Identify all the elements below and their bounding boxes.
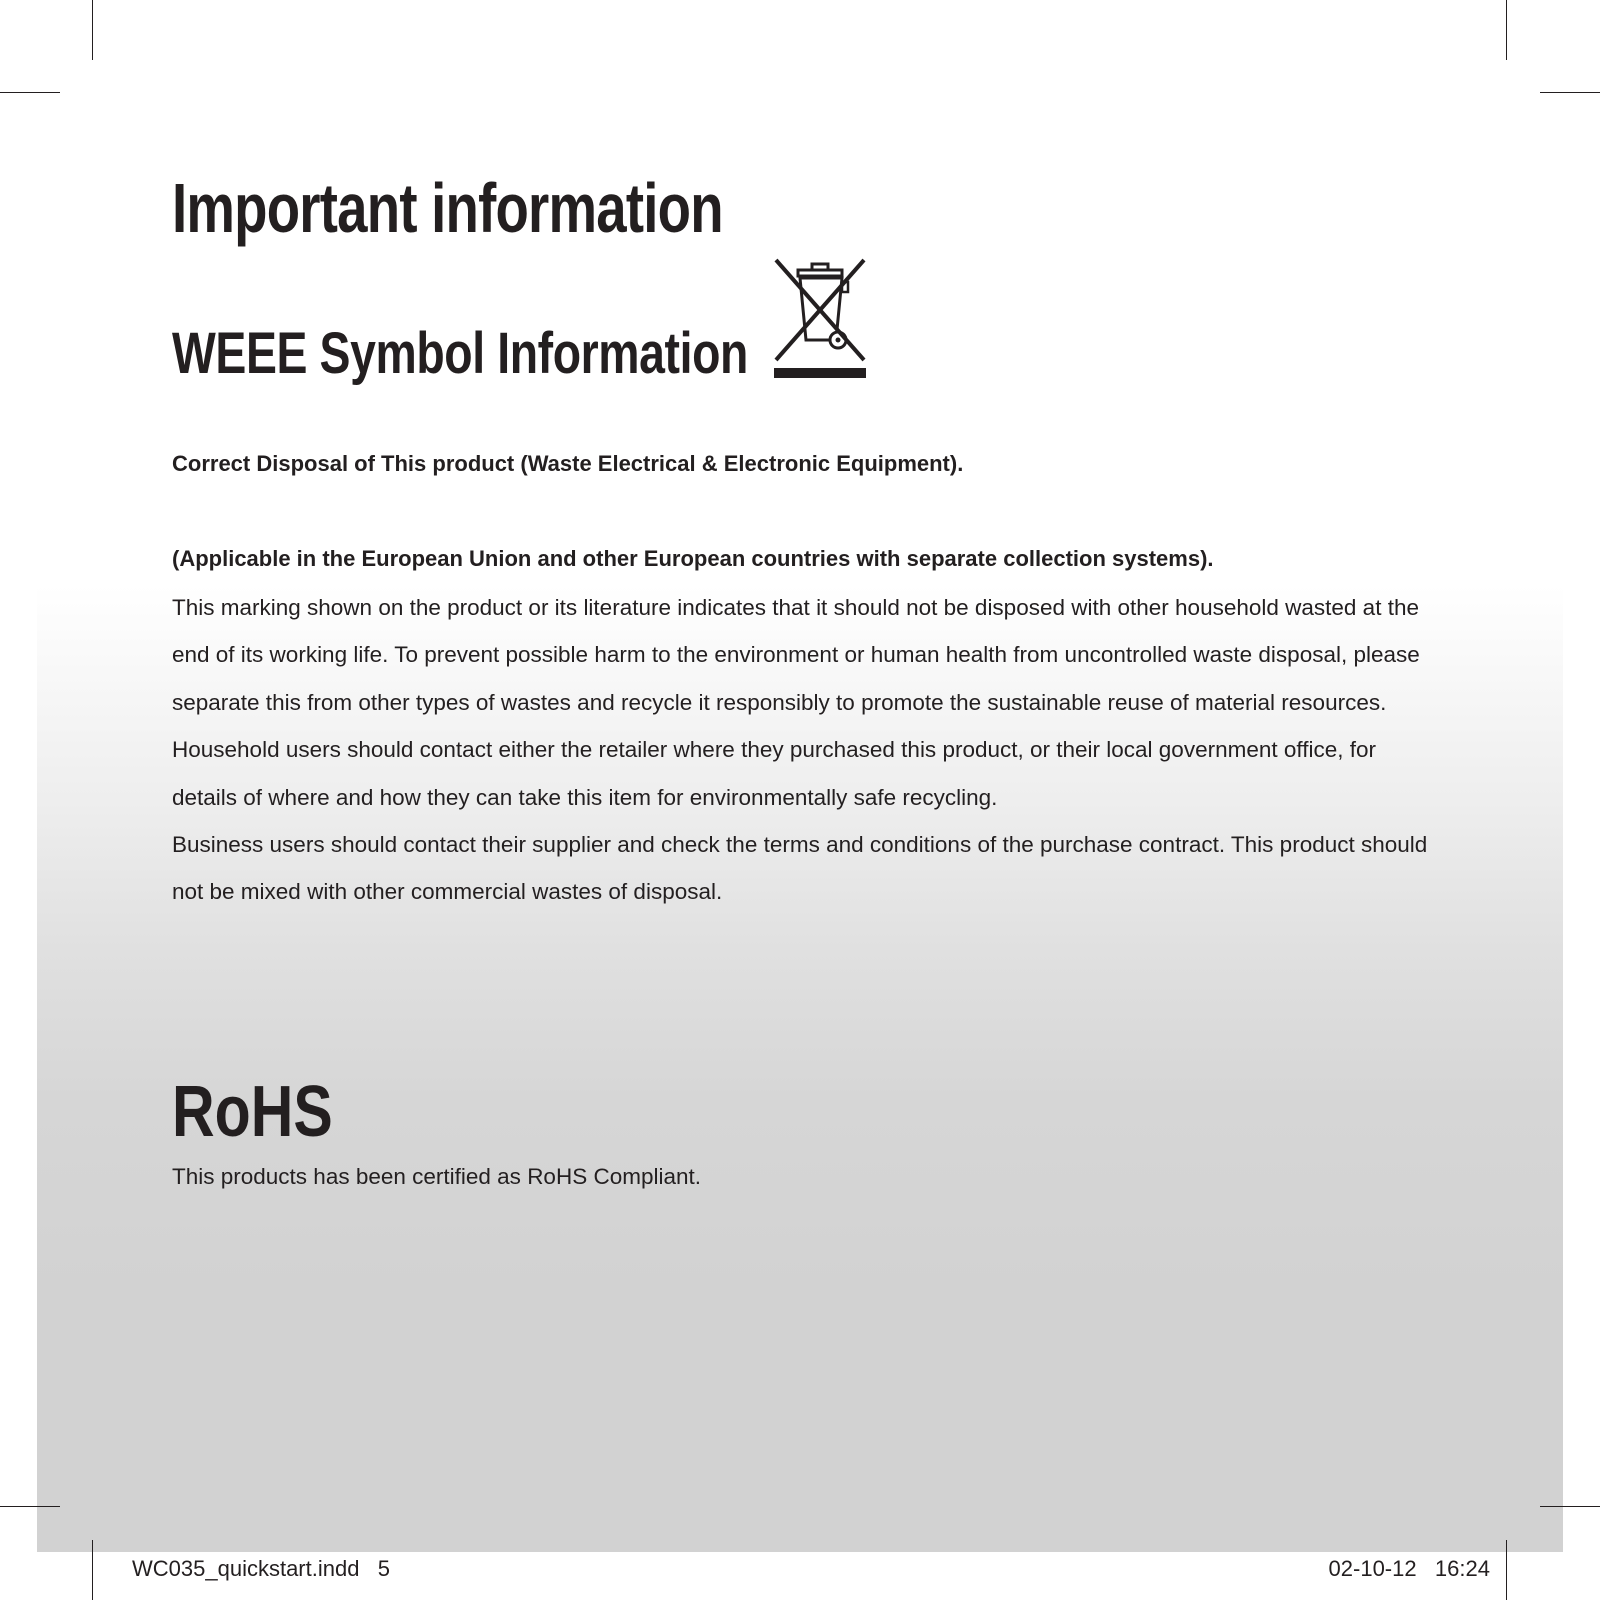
crop-mark	[92, 1540, 93, 1600]
crop-mark	[92, 0, 93, 60]
crop-mark	[1540, 1506, 1600, 1507]
crop-mark	[0, 92, 60, 93]
weee-heading: WEEE Symbol Information	[172, 321, 748, 386]
paragraph: Household users should contact either the retailer where they purchased this product, or their local government office, for details of where and how they can take this item for environmentally safe recycling.	[172, 737, 1376, 810]
footer-datetime: 02-10-12 16:24	[1328, 1556, 1490, 1581]
paragraph: This marking shown on the product or its literature indicates that it should not be disposed with other household wasted at the end of its working life. To prevent possible harm to the environment or human health from uncontrolled waste disposal, please separate this from other types of wastes and recycle it responsibly to promote the sustainable reuse of material resources.	[172, 595, 1420, 715]
crop-mark	[1540, 92, 1600, 93]
rohs-text: This products has been certified as RoHS Compliant.	[172, 1164, 702, 1189]
footer-filename: WC035_quickstart.indd 5	[132, 1556, 391, 1581]
applicable-heading: (Applicable in the European Union and other European countries with separate collection systems).	[172, 546, 1214, 571]
crop-mark	[0, 1506, 60, 1507]
body-text	[172, 584, 1442, 916]
crossed-out-wheelie-bin-icon	[772, 256, 868, 384]
crop-mark	[1506, 0, 1507, 60]
rohs-heading: RoHS	[172, 1072, 333, 1152]
page-title: Important information	[172, 169, 723, 247]
crop-mark	[1506, 1540, 1507, 1600]
disposal-heading: Correct Disposal of This product (Waste Electrical & Electronic Equipment).	[172, 451, 964, 476]
paragraph: Business users should contact their supplier and check the terms and conditions of the purchase contract. This product should not be mixed with other commercial wastes of disposal.	[172, 832, 1428, 905]
